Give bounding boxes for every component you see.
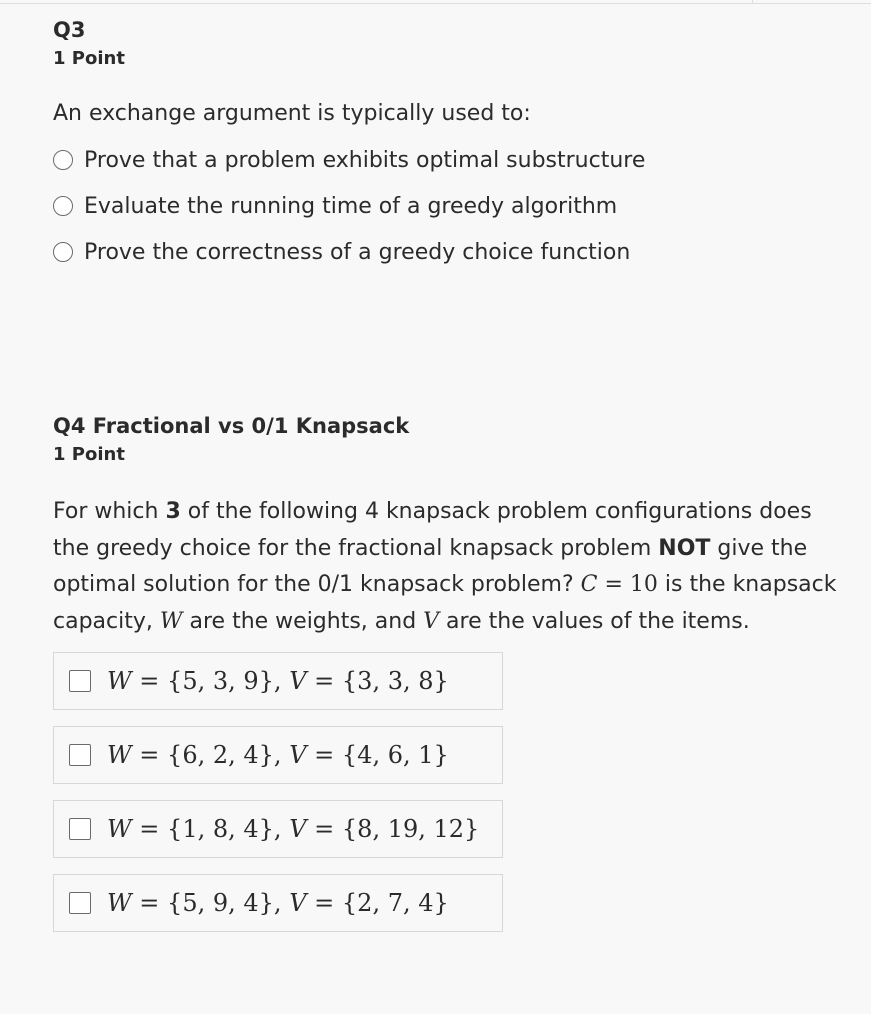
weights-set: {1, 8, 4} [167,815,274,843]
checkbox-option[interactable] [53,726,503,784]
prompt-text: of the following 4 knapsack problem configurations does the greedy choice for the fractional knapsack problem [53,499,812,561]
radio-option[interactable] [53,237,843,267]
question-points: 1 Point [53,48,125,69]
values-set: {4, 6, 1} [341,741,449,769]
values-set: {3, 3, 8} [341,667,449,695]
checkbox-option-label[interactable]: W = {6, 2, 4}, V = {4, 6, 1} [107,741,449,769]
checkbox-option[interactable] [53,652,503,710]
radio-option[interactable] [53,191,843,221]
values-set: {8, 19, 12} [341,815,480,843]
prompt-text: give the optimal solution for the 0/1 knapsack problem? [53,535,808,597]
radio-button[interactable] [53,150,73,170]
prompt-text: are the values of the items. [439,608,750,634]
top-divider-tick [752,0,753,4]
question-prompt: An exchange argument is typically used to: [53,101,531,126]
checkbox[interactable] [69,892,91,914]
math-capacity-value: = 10 [597,572,658,597]
values-set: {2, 7, 4} [341,889,449,917]
prompt-text: are the weights, and [182,608,424,634]
checkbox-option-label[interactable]: W = {5, 9, 4}, V = {2, 7, 4} [107,889,449,917]
checkbox-option-label[interactable]: W = {5, 3, 9}, V = {3, 3, 8} [107,667,449,695]
question-q3 [53,16,843,267]
question-q4 [53,412,843,948]
radio-option-label[interactable]: Prove the correctness of a greedy choice function [84,239,631,265]
prompt-bold-not: NOT [658,535,711,561]
checkbox[interactable] [69,818,91,840]
weights-set: {6, 2, 4} [167,741,274,769]
checkbox-option[interactable] [53,800,503,858]
math-weight-var: W [159,608,183,634]
checkbox-option-label[interactable]: W = {1, 8, 4}, V = {8, 19, 12} [107,815,480,843]
checkbox-list [53,652,843,932]
question-title: Q4 Fractional vs 0/1 Knapsack [53,414,410,438]
weights-set: {5, 9, 4} [167,889,274,917]
question-prompt [53,494,843,640]
question-title: Q3 [53,18,86,42]
checkbox[interactable] [69,744,91,766]
question-points: 1 Point [53,444,125,465]
radio-button[interactable] [53,242,73,262]
radio-option-label[interactable]: Prove that a problem exhibits optimal substructure [84,147,646,173]
top-divider [0,3,871,4]
radio-option[interactable] [53,145,843,175]
math-capacity-var: C [580,572,598,597]
prompt-text: For which [53,499,166,524]
radio-option-label[interactable]: Evaluate the running time of a greedy algorithm [84,193,618,219]
checkbox[interactable] [69,670,91,692]
checkbox-option[interactable] [53,874,503,932]
weights-set: {5, 3, 9} [167,667,274,695]
math-value-var: V [423,608,440,634]
radio-button[interactable] [53,196,73,216]
prompt-bold-count: 3 [165,499,181,524]
prompt-text: is the knapsack capacity, [53,572,837,634]
